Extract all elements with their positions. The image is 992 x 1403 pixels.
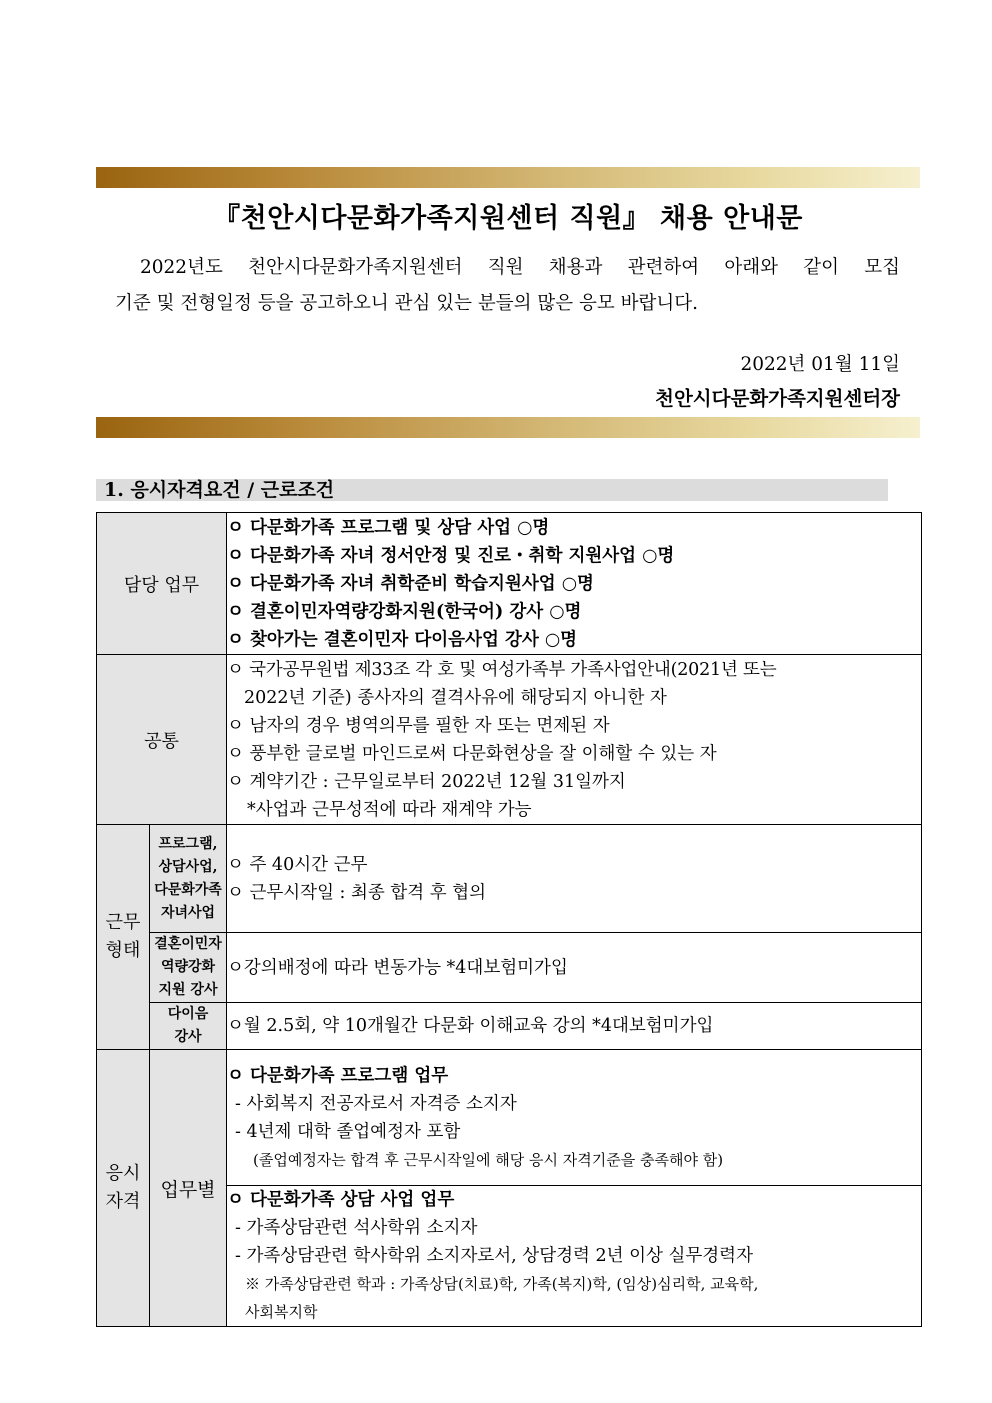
qualification-label-line: 응시 bbox=[105, 1163, 141, 1184]
intro-line-1: 2022년도 천안시다문화가족지원센터 직원 채용과 관련하여 아래와 같이 모집 bbox=[140, 257, 900, 278]
task-content bbox=[227, 513, 922, 655]
work-row-program bbox=[97, 825, 922, 933]
work-type-label-line: 형태 bbox=[105, 940, 141, 961]
section-heading: 1. 응시자격요건 / 근로조건 bbox=[96, 479, 888, 501]
sub-label-line: 자녀사업 bbox=[160, 904, 216, 921]
qualification-content-program bbox=[227, 1050, 922, 1186]
common-row bbox=[97, 655, 922, 825]
qualification-label bbox=[97, 1050, 150, 1327]
sub-label-line: 지원 강사 bbox=[158, 982, 218, 998]
document-title: 『천안시다문화가족지원센터 직원』 채용 안내문 bbox=[213, 203, 803, 234]
qualification-note: (졸업예정자는 합격 후 근무시작일에 해당 응시 자격기준을 충족해야 함) bbox=[253, 1150, 724, 1169]
common-line: 2022년 기준) 종사자의 결격사유에 해당되지 아니한 자 bbox=[244, 687, 667, 708]
task-item: ㅇ 다문화가족 프로그램 및 상담 사업 ○명 bbox=[227, 517, 550, 538]
task-row bbox=[97, 513, 922, 655]
requirements-table bbox=[96, 512, 922, 1327]
qualification-label-line: 자격 bbox=[105, 1191, 141, 1212]
work-line: ㅇ 주 40시간 근무 bbox=[227, 854, 368, 875]
work-row-instructor bbox=[97, 933, 922, 1003]
work-row-daieum bbox=[97, 1003, 922, 1050]
qualification-line: - 가족상담관련 학사학위 소지자로서, 상담경력 2년 이상 실무경력자 bbox=[235, 1246, 753, 1266]
work-sub-label-program bbox=[150, 825, 227, 933]
work-type-label-line: 근무 bbox=[105, 912, 141, 933]
work-sub-label-instructor bbox=[150, 933, 227, 1003]
common-content bbox=[227, 655, 922, 825]
work-line: ㅇ 근무시작일 : 최종 합격 후 협의 bbox=[227, 882, 487, 903]
sub-label-line: 결혼이민자 bbox=[154, 936, 222, 952]
qualification-content-counseling bbox=[227, 1186, 922, 1327]
qualification-row-program bbox=[97, 1050, 922, 1186]
qualification-note: 사회복지학 bbox=[245, 1303, 318, 1321]
work-content-program bbox=[227, 825, 922, 933]
qualification-line: - 가족상담관련 석사학위 소지자 bbox=[235, 1218, 478, 1238]
common-label: 공통 bbox=[97, 655, 227, 825]
work-sub-label-daieum bbox=[150, 1003, 227, 1050]
qualification-note: ※ 가족상담관련 학과 : 가족상담(치료)학, 가족(복지)학, (임상)심리학, 교육학, bbox=[245, 1275, 759, 1293]
qualification-line: - 4년제 대학 졸업예정자 포함 bbox=[235, 1121, 461, 1142]
common-line: ㅇ 계약기간 : 근무일로부터 2022년 12월 31일까지 bbox=[227, 771, 626, 792]
sub-label-line: 프로그램, bbox=[158, 835, 218, 852]
common-line: *사업과 근무성적에 따라 재계약 가능 bbox=[247, 799, 532, 820]
task-label: 담당 업무 bbox=[97, 513, 227, 655]
common-line: ㅇ 남자의 경우 병역의무를 필한 자 또는 면제된 자 bbox=[227, 715, 610, 736]
announcement-date: 2022년 01월 11일 bbox=[740, 354, 900, 375]
sub-label-line: 강사 bbox=[174, 1029, 202, 1045]
sub-label-line: 역량강화 bbox=[160, 959, 216, 975]
qualification-title: ㅇ 다문화가족 상담 사업 업무 bbox=[227, 1190, 455, 1210]
sub-label-line: 다문화가족 bbox=[154, 881, 222, 898]
task-item: ㅇ 다문화가족 자녀 취학준비 학습지원사업 ○명 bbox=[227, 573, 594, 594]
issuer: 천안시다문화가족지원센터장 bbox=[655, 387, 900, 410]
common-line: ㅇ 풍부한 글로벌 마인드로써 다문화현상을 잘 이해할 수 있는 자 bbox=[227, 743, 717, 764]
qualification-sub-label: 업무별 bbox=[150, 1050, 227, 1327]
bottom-decorative-bar bbox=[96, 417, 920, 438]
top-decorative-bar bbox=[96, 167, 920, 188]
work-type-label bbox=[97, 825, 150, 1050]
work-content-daieum: ㅇ월 2.5회, 약 10개월간 다문화 이해교육 강의 *4대보험미가입 bbox=[227, 1003, 922, 1050]
task-item: ㅇ 찾아가는 결혼이민자 다이음사업 강사 ○명 bbox=[227, 629, 578, 650]
work-content-instructor: ㅇ강의배정에 따라 변동가능 *4대보험미가입 bbox=[227, 933, 922, 1003]
intro-line-2: 기준 및 전형일정 등을 공고하오니 관심 있는 분들의 많은 응모 바랍니다. bbox=[115, 293, 698, 314]
sub-label-line: 다이음 bbox=[167, 1006, 209, 1022]
qualification-title: ㅇ 다문화가족 프로그램 업무 bbox=[227, 1065, 449, 1086]
common-line: ㅇ 국가공무원법 제33조 각 호 및 여성가족부 가족사업안내(2021년 또는 bbox=[227, 659, 777, 680]
qualification-line: - 사회복지 전공자로서 자격증 소지자 bbox=[235, 1093, 517, 1114]
task-item: ㅇ 결혼이민자역량강화지원(한국어) 강사 ○명 bbox=[227, 601, 582, 622]
sub-label-line: 상담사업, bbox=[158, 858, 218, 875]
task-item: ㅇ 다문화가족 자녀 정서안정 및 진로・취학 지원사업 ○명 bbox=[227, 545, 675, 566]
